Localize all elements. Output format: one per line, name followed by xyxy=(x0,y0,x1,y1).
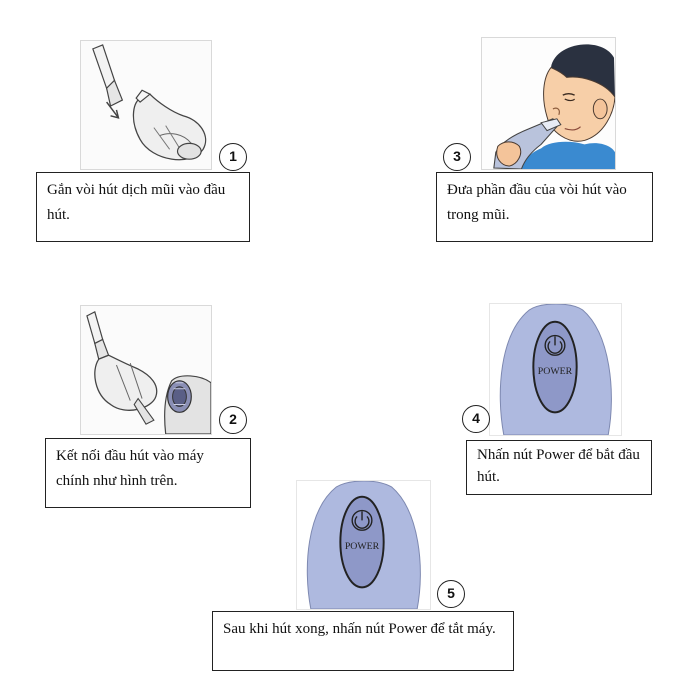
step-3-illustration xyxy=(481,37,616,170)
step-3-number: 3 xyxy=(443,143,471,171)
step-1-illustration xyxy=(80,40,212,170)
step-3-caption: Đưa phần đầu của vòi hút vào trong mũi. xyxy=(436,172,653,242)
step-4-number: 4 xyxy=(462,405,490,433)
power-label: POWER xyxy=(344,540,380,552)
power-label: POWER xyxy=(537,365,573,377)
step-5-illustration xyxy=(296,480,431,610)
step-5-number: 5 xyxy=(437,580,465,608)
step-2-number: 2 xyxy=(219,406,247,434)
step-2-illustration xyxy=(80,305,212,435)
step-2-caption: Kết nối đầu hút vào máy chính như hình trên. xyxy=(45,438,251,508)
step-4-illustration xyxy=(489,303,622,436)
step-1-number: 1 xyxy=(219,143,247,171)
step-4-caption: Nhấn nút Power để bắt đầu hút. xyxy=(466,440,652,495)
step-5-caption: Sau khi hút xong, nhấn nút Power để tắt máy. xyxy=(212,611,514,671)
step-1-caption: Gắn vòi hút dịch mũi vào đầu hút. xyxy=(36,172,250,242)
